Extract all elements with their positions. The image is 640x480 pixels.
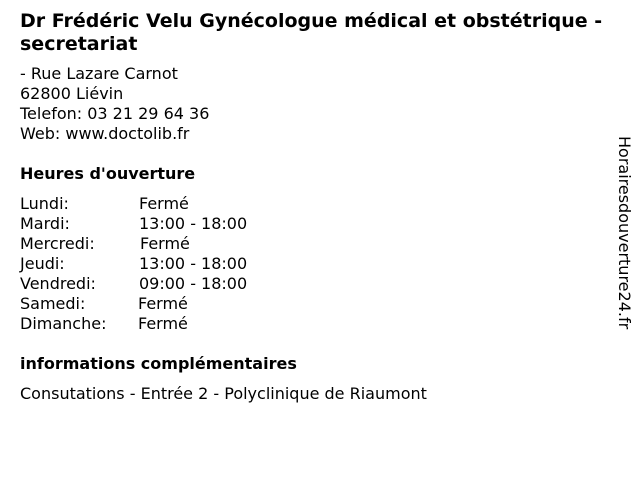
hours-value: Fermé — [138, 294, 188, 313]
day-label: Mercredi: — [20, 234, 95, 253]
address-block — [20, 64, 209, 144]
day-label: Lundi: — [20, 194, 69, 213]
day-label: Samedi: — [20, 294, 86, 313]
website: Web: www.doctolib.fr — [20, 124, 190, 143]
hours-value: Fermé — [138, 314, 188, 333]
additional-info-heading: informations complémentaires — [20, 354, 297, 373]
page-title: Dr Frédéric Velu Gynécologue médical et obstétrique - secretariat — [20, 10, 603, 55]
hours-value: 13:00 - 18:00 — [139, 254, 248, 273]
day-label: Jeudi: — [20, 254, 65, 273]
street-address: - Rue Lazare Carnot — [20, 64, 178, 83]
hours-value: Fermé — [139, 194, 189, 213]
opening-hours-heading: Heures d'ouverture — [20, 164, 196, 183]
phone-number: Telefon: 03 21 29 64 36 — [20, 104, 210, 123]
hours-value: Fermé — [140, 234, 190, 253]
additional-info-text: Consutations - Entrée 2 - Polyclinique de Riaumont — [20, 384, 427, 403]
watermark-text: Horairesdouverture24.fr — [615, 136, 634, 330]
city: 62800 Liévin — [20, 84, 124, 103]
day-label: Dimanche: — [20, 314, 107, 333]
hours-value: 09:00 - 18:00 — [139, 274, 248, 293]
day-label: Mardi: — [20, 214, 70, 233]
day-label: Vendredi: — [20, 274, 96, 293]
hours-value: 13:00 - 18:00 — [139, 214, 248, 233]
site-watermark — [612, 136, 636, 372]
